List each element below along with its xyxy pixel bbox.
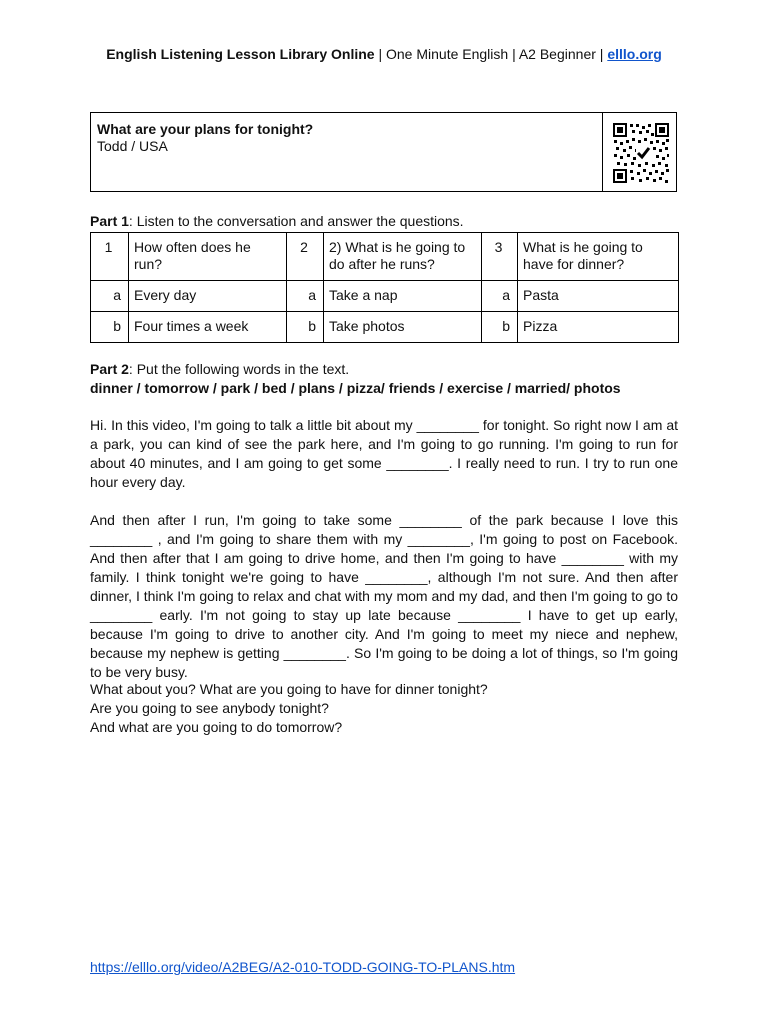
option-letter[interactable]: b	[287, 312, 324, 343]
part1-label: Part 1	[90, 213, 129, 229]
part1-instructions	[90, 213, 464, 230]
option-letter[interactable]: a	[482, 281, 518, 312]
question-number: 3	[482, 233, 518, 281]
passage-paragraph-1: Hi. In this video, I'm going to talk a little bit about my ________ for tonight. So right now I am at a park, you can kind of see the park here, and I'm going to go running. I'm going to run for about 40 minutes, and I am going to get some ________. I really need to run. I try to run one hour every day.	[90, 417, 678, 490]
part2-instructions	[90, 360, 349, 378]
discussion-question: What about you? What are you going to have for dinner tonight?	[90, 681, 488, 697]
lesson-url-link[interactable]: https://elllo.org/video/A2BEG/A2-010-TODD-GOING-TO-PLANS.htm	[90, 959, 516, 975]
question-number: 1	[91, 233, 129, 281]
qr-cell	[602, 113, 676, 191]
option-text[interactable]: Four times a week	[129, 312, 287, 343]
question-text: What is he going to have for dinner?	[518, 233, 679, 281]
discussion-question: Are you going to see anybody tonight?	[90, 700, 329, 716]
part1-instruction: : Listen to the conversation and answer the questions.	[128, 213, 464, 229]
discussion-questions	[90, 680, 678, 737]
word-bank: dinner / tomorrow / park / bed / plans / pizza/ friends / exercise / married/ photos	[90, 380, 621, 396]
option-text[interactable]: Every day	[129, 281, 287, 312]
option-letter[interactable]: a	[287, 281, 324, 312]
lesson-speaker: Todd / USA	[97, 138, 168, 154]
table-row	[91, 312, 679, 343]
option-text[interactable]: Pizza	[518, 312, 679, 343]
part2-instruction: : Put the following words in the text.	[128, 361, 350, 377]
question-number: 2	[287, 233, 324, 281]
part2-label: Part 2	[90, 361, 129, 377]
table-row	[91, 233, 679, 281]
lesson-title: What are your plans for tonight?	[97, 121, 314, 137]
questions-table	[90, 232, 679, 343]
header-subtitle: | One Minute English | A2 Beginner |	[374, 46, 608, 62]
option-letter[interactable]: b	[482, 312, 518, 343]
library-title: English Listening Lesson Library Online	[106, 46, 375, 62]
lesson-title-box	[90, 112, 677, 192]
option-text[interactable]: Pasta	[518, 281, 679, 312]
question-text: How often does he run?	[129, 233, 287, 281]
page-header	[0, 45, 768, 63]
table-row	[91, 281, 679, 312]
discussion-question: And what are you going to do tomorrow?	[90, 719, 343, 735]
option-letter[interactable]: b	[91, 312, 129, 343]
option-text[interactable]: Take a nap	[324, 281, 482, 312]
passage-paragraph-2: And then after I run, I'm going to take some ________ of the park because I love this ________ , and I'm going to share them with my ________, I'm going to post on Facebook. And then after that I am going to drive home, and then I'm going to have ________ with my family. I think tonight we're going to have ________, although I'm not sure. And then after dinner, I think I'm going to relax and chat with my mom and my dad, and then I'm going to go to ________ early. I'm not going to stay up late because ________ I have to get up early, because I'm going to drive to another city. And I'm going to meet my niece and nephew, because my nephew is getting ________. So I'm going to be doing a lot of things, so I'm going to be very busy.	[90, 512, 678, 680]
option-text[interactable]: Take photos	[324, 312, 482, 343]
question-text: 2) What is he going to do after he runs?	[324, 233, 482, 281]
option-letter[interactable]: a	[91, 281, 129, 312]
qr-code-icon[interactable]	[612, 122, 670, 184]
elllo-link[interactable]: elllo.org	[607, 46, 662, 62]
